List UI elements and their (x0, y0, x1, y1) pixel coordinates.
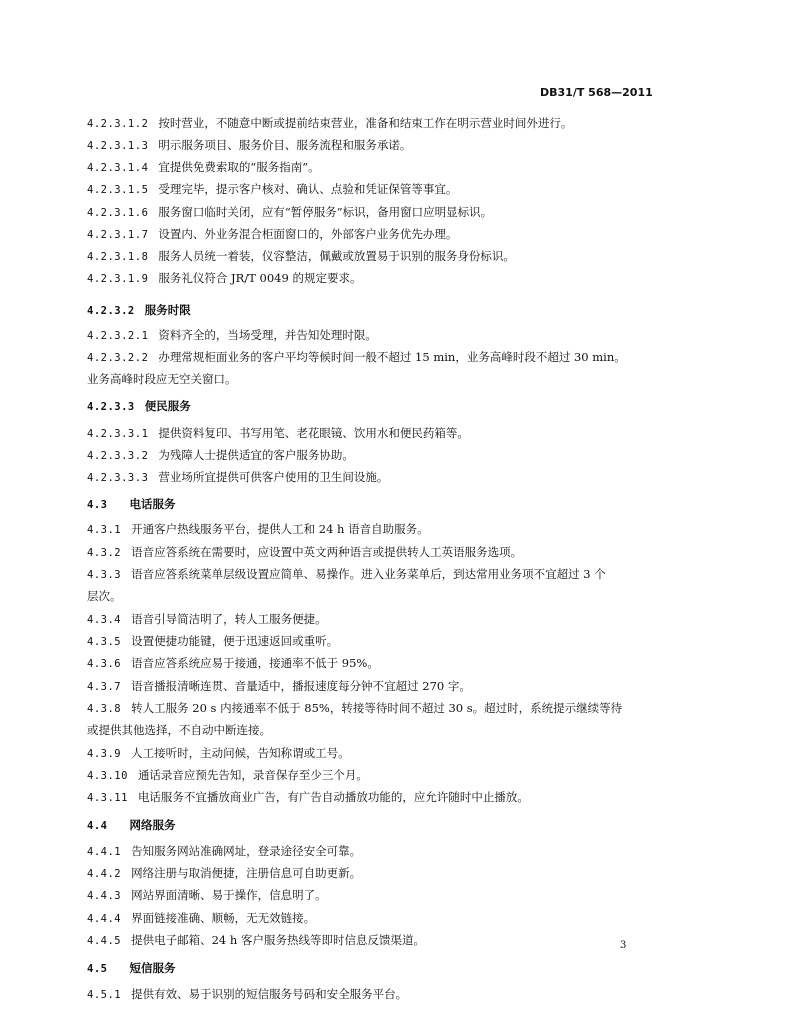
clause-4-4-1: 4.4.1 告知服务网站准确网址，登录途径安全可靠。 (87, 844, 362, 858)
clause-4-3-8-continuation: 或提供其他选择，不自动中断连接。 (87, 723, 271, 737)
clause-4-3-3: 4.3.3 语音应答系统菜单层级设置应简单、易操作。进入业务菜单后，到达常用业务项不宜超过 3 个 (87, 567, 606, 581)
clause-4-2-3-1-2: 4.2.3.1.2 按时营业，不随意中断或提前结束营业，准备和结束工作在明示营业时间外进行。 (87, 116, 573, 130)
clause-4-2-3-1-3: 4.2.3.1.3 明示服务项目、服务价目、服务流程和服务承诺。 (87, 138, 412, 152)
clause-4-4-2: 4.4.2 网络注册与取消便捷，注册信息可自助更新。 (87, 866, 362, 880)
clause-4-4-4: 4.4.4 界面链接准确、顺畅，无无效链接。 (87, 911, 316, 925)
clause-4-2-3-2-2: 4.2.3.2.2 办理常规柜面业务的客户平均等候时间一般不超过 15 min，业务高峰时段不超过 30 min。 (87, 350, 626, 364)
clause-4-2-3-1-5: 4.2.3.1.5 受理完毕，提示客户核对、确认、点验和凭证保管等事宜。 (87, 182, 458, 196)
clause-4-3-9: 4.3.9 人工接听时，主动问候，告知称谓或工号。 (87, 746, 350, 760)
clause-4-2-3-2-2-continuation: 业务高峰时段应无空关窗口。 (87, 372, 237, 386)
clause-4-3-2: 4.3.2 语音应答系统在需要时，应设置中英文两种语言或提供转人工英语服务选项。 (87, 545, 523, 559)
section-heading-service-time-limit: 4.2.3.2 服务时限 (87, 303, 191, 317)
clause-4-3-6: 4.3.6 语音应答系统应易于接通，接通率不低于 95%。 (87, 656, 379, 670)
section-heading-telephone-service: 4.3 电话服务 (87, 497, 176, 511)
clause-4-2-3-3-3: 4.2.3.3.3 营业场所宜提供可供客户使用的卫生间设施。 (87, 470, 389, 484)
clause-4-3-4: 4.3.4 语音引导简洁明了，转人工服务便捷。 (87, 612, 327, 626)
clause-4-3-10: 4.3.10 通话录音应预先告知，录音保存至少三个月。 (87, 768, 368, 782)
document-code-header: DB31/T 568—2011 (540, 86, 653, 99)
clause-4-3-3-continuation: 层次。 (87, 589, 122, 603)
clause-4-2-3-1-8: 4.2.3.1.8 服务人员统一着装，仪容整洁，佩戴或放置易于识别的服务身份标识。 (87, 249, 515, 263)
clause-4-2-3-1-6: 4.2.3.1.6 服务窗口临时关闭，应有“暂停服务”标识，备用窗口应明显标识。 (87, 205, 493, 219)
page-number: 3 (620, 940, 627, 951)
clause-4-2-3-1-7: 4.2.3.1.7 设置内、外业务混合柜面窗口的，外部客户业务优先办理。 (87, 227, 458, 241)
clause-4-2-3-1-4: 4.2.3.1.4 宜提供免费索取的“服务指南”。 (87, 160, 320, 174)
clause-4-4-3: 4.4.3 网站界面清晰、易于操作，信息明了。 (87, 888, 327, 902)
clause-4-2-3-3-2: 4.2.3.3.2 为残障人士提供适宜的客户服务协助。 (87, 448, 354, 462)
section-heading-sms-service: 4.5 短信服务 (87, 961, 176, 975)
clause-4-2-3-1-9: 4.2.3.1.9 服务礼仪符合 JR/T 0049 的规定要求。 (87, 271, 362, 285)
clause-4-3-5: 4.3.5 设置便捷功能键，便于迅速返回或重听。 (87, 634, 339, 648)
section-heading-network-service: 4.4 网络服务 (87, 818, 176, 832)
clause-4-3-7: 4.3.7 语音播报清晰连贯、音量适中，播报速度每分钟不宜超过 270 字。 (87, 679, 471, 693)
clause-4-2-3-3-1: 4.2.3.3.1 提供资料复印、书写用笔、老花眼镜、饮用水和便民药箱等。 (87, 426, 469, 440)
clause-4-3-11: 4.3.11 电话服务不宜播放商业广告，有广告自动播放功能的，应允许随时中止播放。 (87, 790, 529, 804)
clause-4-4-5: 4.4.5 提供电子邮箱、24 h 客户服务热线等即时信息反馈渠道。 (87, 933, 425, 947)
clause-4-3-8: 4.3.8 转人工服务 20 s 内接通率不低于 85%，转接等待时间不超过 30 s。超过时，系统提示继续等待 (87, 701, 623, 715)
section-heading-convenience-service: 4.2.3.3 便民服务 (87, 399, 191, 413)
clause-4-2-3-2-1: 4.2.3.2.1 资料齐全的，当场受理，并告知处理时限。 (87, 328, 377, 342)
clause-4-5-1: 4.5.1 提供有效、易于识别的短信服务号码和安全服务平台。 (87, 987, 408, 1001)
clause-4-3-1: 4.3.1 开通客户热线服务平台，提供人工和 24 h 语音自助服务。 (87, 522, 429, 536)
